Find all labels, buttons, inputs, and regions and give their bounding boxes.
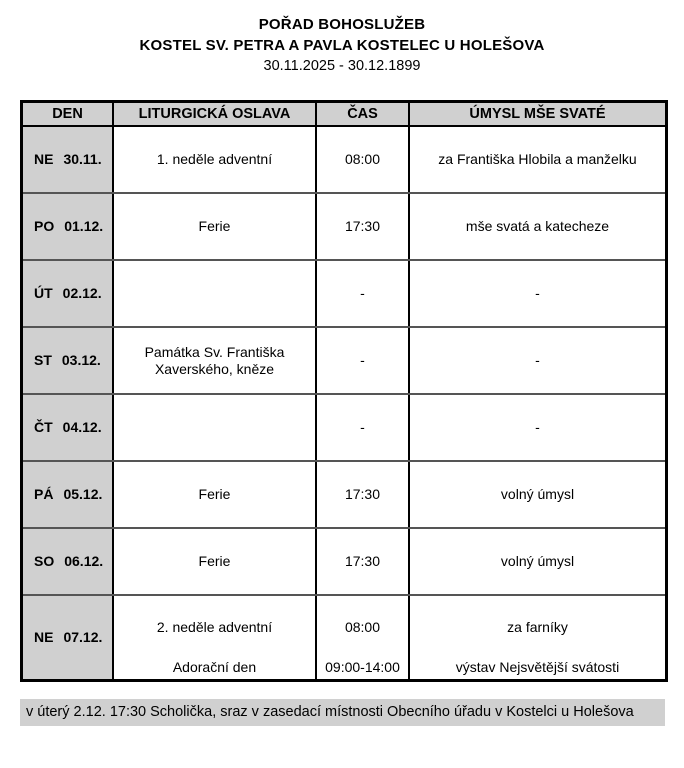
day-date: 01.12. — [64, 218, 104, 234]
intention-cell: - — [408, 328, 665, 393]
day-abbr: PO — [34, 218, 55, 234]
intention-cell: mše svatá a katecheze — [408, 194, 665, 259]
table-row — [23, 125, 665, 192]
header-celebration: LITURGICKÁ OSLAVA — [112, 103, 315, 125]
church-name: KOSTEL SV. PETRA A PAVLA KOSTELEC U HOLEŠOVA — [139, 37, 545, 54]
day-cell — [23, 261, 112, 326]
day-cell — [23, 127, 112, 192]
table-row — [23, 527, 665, 594]
intention-cell: - — [408, 261, 665, 326]
celebration-cell: Památka Sv. Františka Xaverského, kněze — [112, 328, 315, 393]
table-row — [23, 259, 665, 326]
celebration-line2: Adorační den — [172, 659, 257, 675]
day-date: 30.11. — [63, 151, 102, 167]
time-cell: - — [315, 395, 408, 460]
day-abbr: ČT — [34, 419, 53, 435]
day-date: 03.12. — [61, 352, 101, 368]
celebration-cell: Ferie — [112, 194, 315, 259]
celebration-cell — [112, 261, 315, 326]
day-cell — [23, 194, 112, 259]
day-cell — [23, 462, 112, 527]
time-cell: - — [315, 261, 408, 326]
time-line2: 09:00-14:00 — [325, 659, 400, 675]
table-header-row — [23, 103, 665, 125]
day-cell — [23, 529, 112, 594]
day-date: 06.12. — [64, 553, 104, 569]
day-abbr: PÁ — [34, 486, 54, 502]
day-date: 05.12. — [63, 486, 103, 502]
celebration-cell — [112, 596, 315, 679]
table-row — [23, 460, 665, 527]
table-row — [23, 192, 665, 259]
time-cell: 08:00 — [315, 127, 408, 192]
time-cell: 17:30 — [315, 194, 408, 259]
day-date: 07.12. — [63, 629, 103, 645]
date-range: 30.11.2025 - 30.12.1899 — [263, 58, 421, 74]
page-title: POŘAD BOHOSLUŽEB — [258, 16, 426, 33]
intention-cell: za Františka Hlobila a manželku — [408, 127, 665, 192]
celebration-cell: Ferie — [112, 529, 315, 594]
intention-cell: volný úmysl — [408, 462, 665, 527]
table-row — [23, 393, 665, 460]
title-block — [0, 0, 684, 77]
header-time: ČAS — [315, 103, 408, 125]
footer-note: v úterý 2.12. 17:30 Scholička, sraz v zasedací místnosti Obecního úřadu v Kostelci u Holešova — [20, 699, 665, 726]
day-cell — [23, 596, 112, 679]
time-cell — [315, 596, 408, 679]
day-cell — [23, 328, 112, 393]
table-row — [23, 326, 665, 393]
day-date: 04.12. — [62, 419, 102, 435]
day-cell — [23, 395, 112, 460]
celebration-cell — [112, 395, 315, 460]
celebration-cell: Ferie — [112, 462, 315, 527]
day-abbr: NE — [34, 151, 54, 167]
day-abbr: SO — [34, 553, 55, 569]
intention-line1: za farníky — [507, 619, 568, 635]
time-cell: - — [315, 328, 408, 393]
celebration-cell: 1. neděle adventní — [112, 127, 315, 192]
table-row — [23, 594, 665, 679]
header-day: DEN — [23, 103, 112, 125]
header-intention: ÚMYSL MŠE SVATÉ — [408, 103, 665, 125]
day-abbr: NE — [34, 629, 54, 645]
intention-cell: - — [408, 395, 665, 460]
intention-line2: výstav Nejsvětější svátosti — [455, 659, 620, 675]
time-cell: 17:30 — [315, 462, 408, 527]
time-line1: 08:00 — [344, 619, 381, 635]
schedule-table — [20, 100, 668, 682]
time-cell: 17:30 — [315, 529, 408, 594]
day-abbr: ÚT — [34, 285, 53, 301]
day-abbr: ST — [34, 352, 52, 368]
celebration-line1: 2. neděle adventní — [156, 619, 273, 635]
intention-cell: volný úmysl — [408, 529, 665, 594]
day-date: 02.12. — [62, 285, 102, 301]
intention-cell — [408, 596, 665, 679]
